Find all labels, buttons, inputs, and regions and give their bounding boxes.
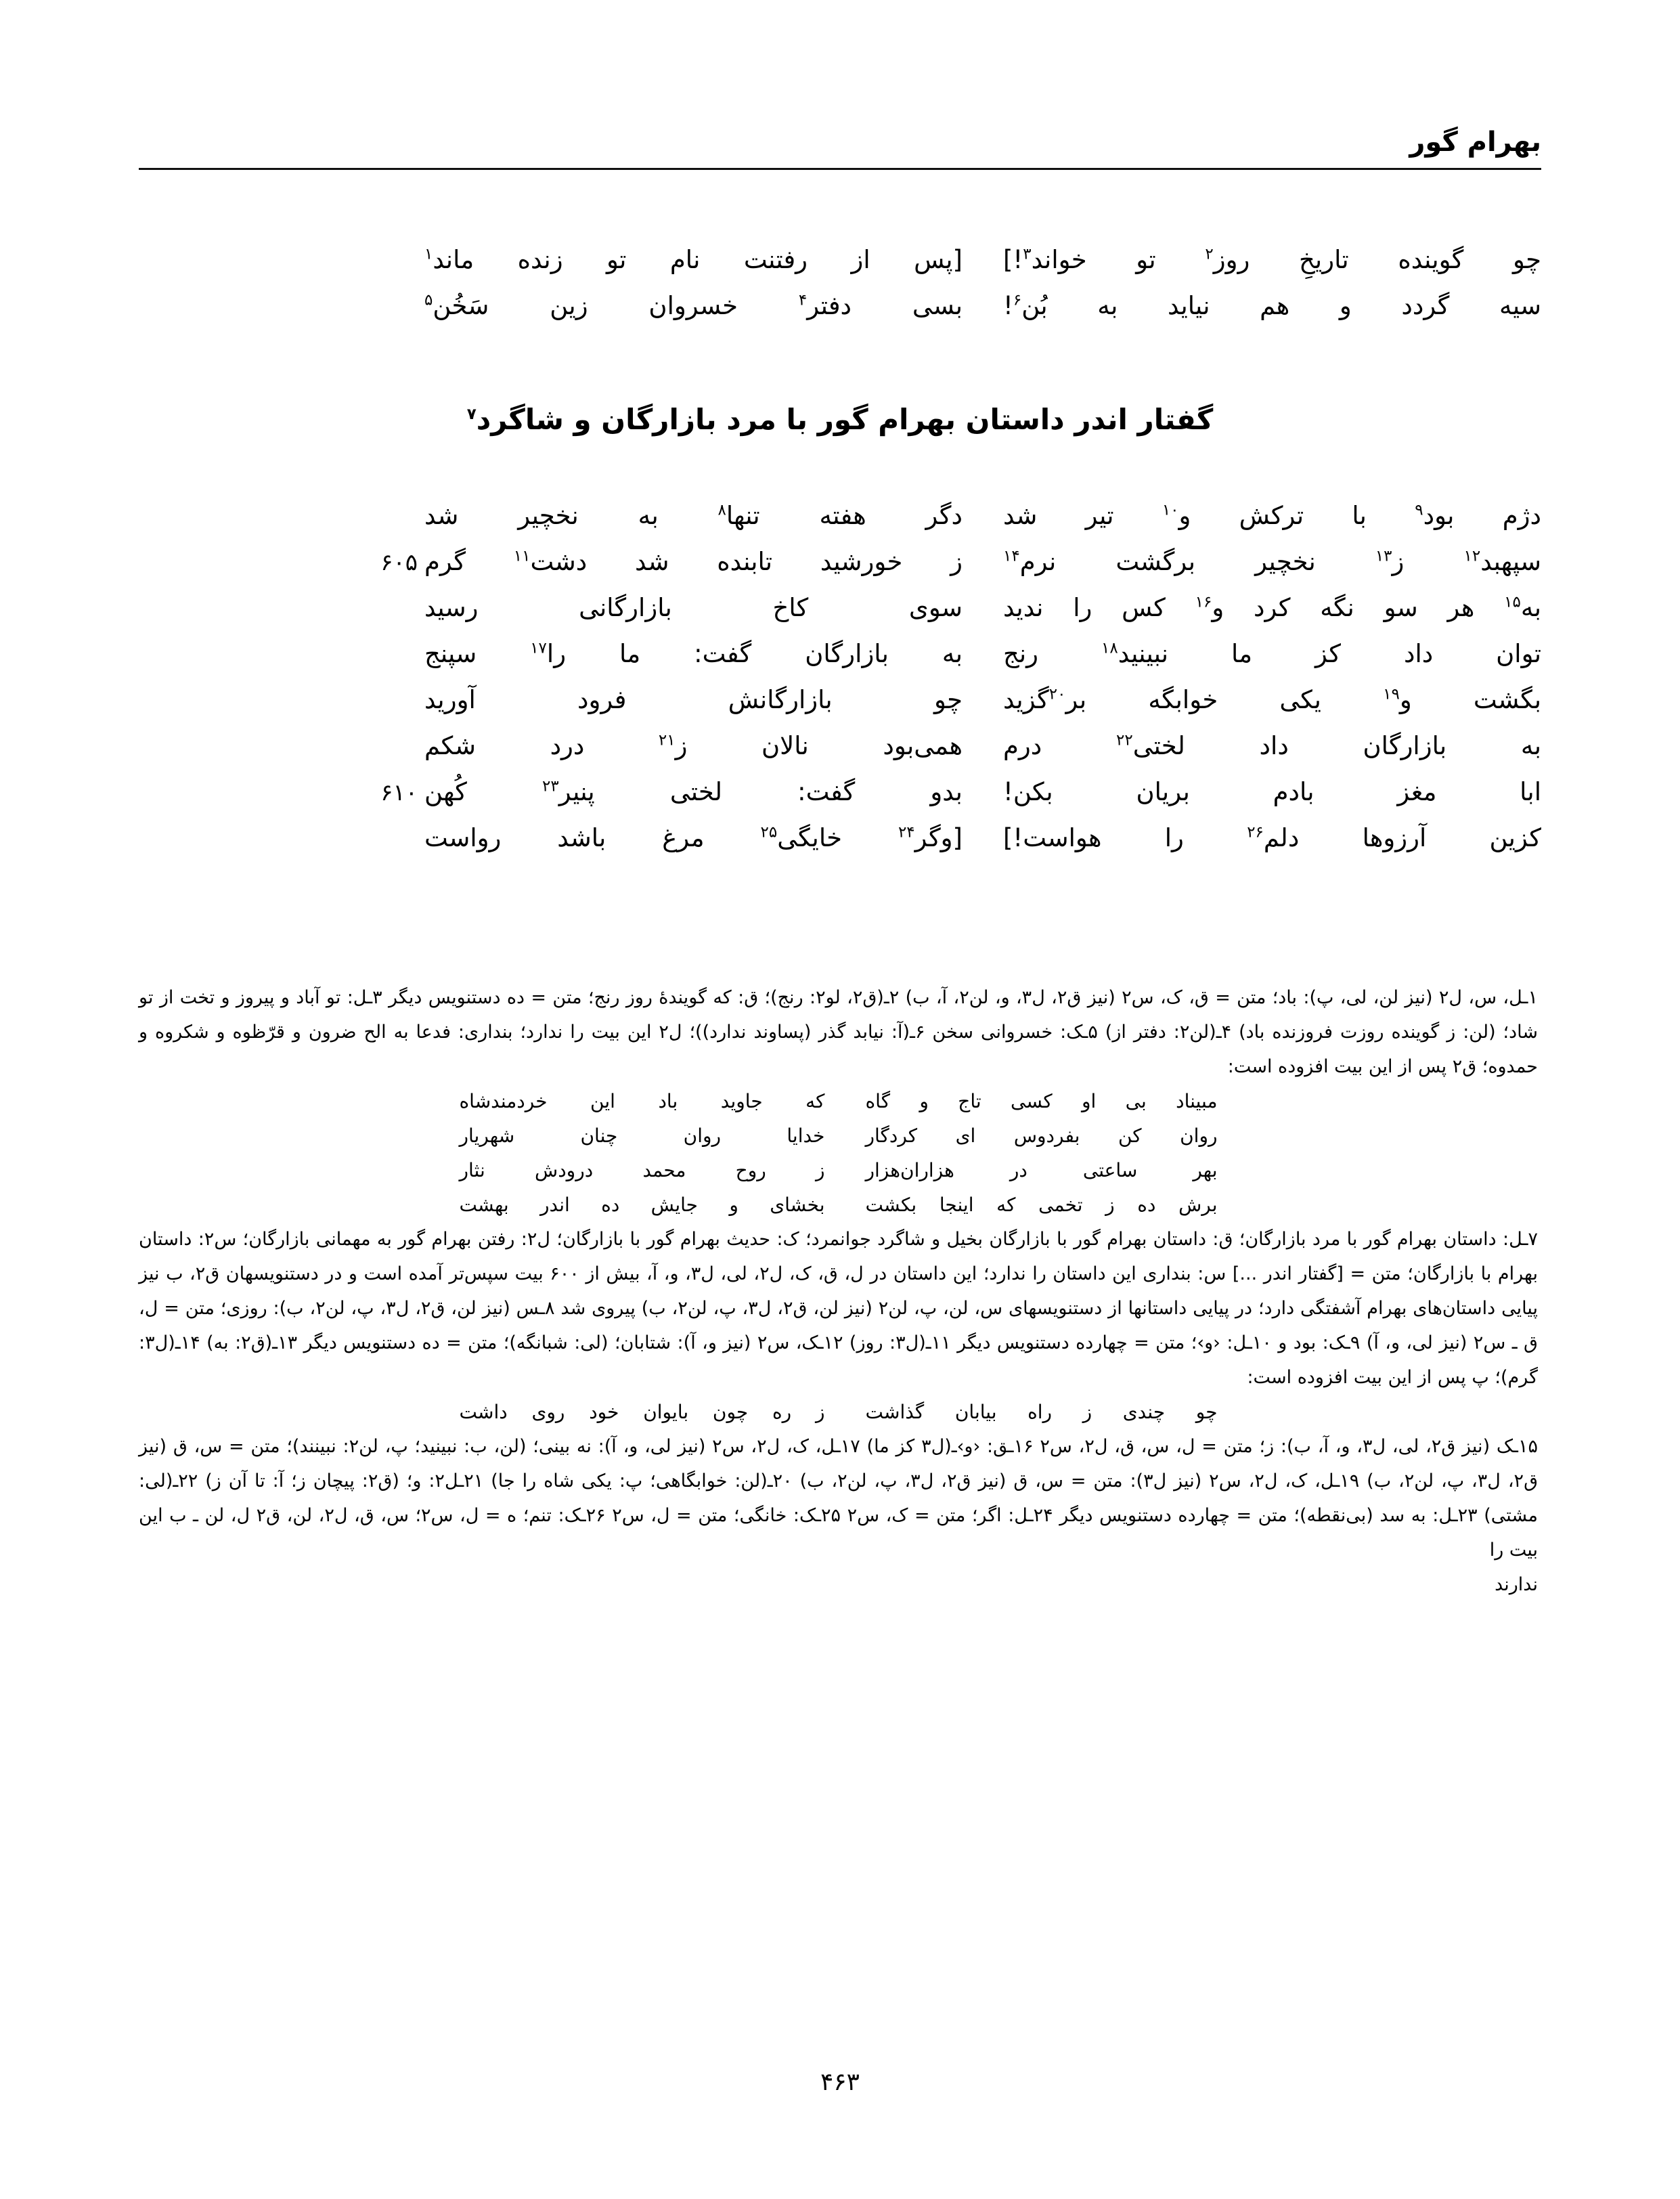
- header-divider: [139, 168, 1541, 170]
- quoted-verse-gap: [825, 1188, 866, 1222]
- hemistich-left: به بازارگان داد لختی$^{۲۲}$ درم: [1003, 731, 1541, 760]
- quoted-verse-line: [139, 1153, 1538, 1188]
- footnote-paragraph-2: ۷ـل: داستان بهرام گور با مرد بازارگان؛ ق: داستان بهرام گور با بازارگان بخیل و شاگرد جوانمرد؛ ک: حدیث بهرام گور با بازارگان؛ ل۲: رفتن بهرام گور به مهمانی بازارگان؛ س۲: داستان بهرام با بازارگان؛ متن = [گفتار اندر ...] س: بنداری این داستان را ندارد؛ این داستان در ل، ق، ک، ل۲، لی، ل۳، و، آ، بیش از ۶۰۰ بیت سپس‌تر آمده است و در دستنویسهان ق۲، ب نیز پیایی داستان‌های بهرام آشفتگی دارد؛ در پیایی داستانها از دستنویسهای س، لن، پ، لن۲ (نیز لن، ق۲، ل۳، پ، لن۲، ب) پیروی شد ۸ـس (نیز لن، ق۲، ل۳، پ، لن۲، ب): روزی؛ متن = ل، ق ـ س۲ (نیز لی، و، آ) ۹ـک: بود و ۱۰ـل: ‹و›؛ متن = چهارده دستنویس دیگر ۱۱ـ(ل۳: روز) ۱۲ـک، س۲ (نیز و، آ): شتابان؛ (لی: شبانگه)؛ متن = ده دستنویس دیگر ۱۳ـ(ق۲: به) ۱۴ـ(ل۳: گرم)؛ پ پس از این بیت افزوده است:: [139, 1229, 1539, 1388]
- hemistich-left: چو گوینده تاریخِ روز$^۲$ تو خواند$^۳$!]: [1003, 245, 1542, 274]
- footnote-paragraph-3: ۱۵ـک (نیز ق۲، لی، ل۳، و، آ، ب): ز؛ متن = ل، س، ق، ل۲، س۲ ۱۶ـق: ‹و›ـ(ل۳ کز ما) ۱۷ـل، ک، ل۲، س۲ (نیز لی، و، آ): نه بینی؛ (لن، ب: نبینید؛ پ، لن۲: نبینند)؛ متن = س، ق (نیز ق۲، ل۳، پ، لن۲، ب) ۱۹ـل، ک، ل۲، س۲ (نیز ل۳): متن = س، ق (نیز ق۲، ل۳، پ، لن۲، ب) ۲۰ـ(لن: خوابگاهی؛ پ: یکی شاه را جا) ۲۱ـل۲: و؛ (ق۲: پیچان ز؛ آ: تا آن ز) ۲۲ـ(لی: مشتی) ۲۳ـل: به سد (بی‌نقطه)؛ متن = چهارده دستنویس دیگر ۲۴ـل: اگر؛ متن = ک، س۲ ۲۵ـک: خانگی؛ متن = ل، س۲ ۲۶ـک: تنم؛ ه = ل، س۲؛ س، ق، ل۲، لن، ق۲ ل، لن ـ ب این بیت را: [139, 1436, 1539, 1561]
- hemistich-right: سوی کاخ بازارگانی رسید: [424, 593, 963, 622]
- quoted-hemistich-left: برش ده ز تخمی که اینجا بکشت: [865, 1194, 1218, 1216]
- quoted-verse-line: [139, 1084, 1538, 1118]
- footnote-apparatus: [139, 980, 1538, 1602]
- hemistich-left: دژم بود$^۹$ با ترکش و$^{۱۰}$ تیر شد: [1003, 501, 1541, 530]
- folio-number: ۴۶۳: [820, 2068, 860, 2096]
- hemistich-left: سیه گردد و هم نیاید به بُن$^۶$!: [1003, 291, 1541, 320]
- verse-line: [139, 723, 1541, 769]
- quoted-verse-group-2: [139, 1395, 1538, 1429]
- section-heading-note-marker: ۷: [466, 406, 477, 423]
- main-verse-block: [139, 493, 1541, 861]
- hemistich-left: به$^{۱۵}$ هر سو نگه کرد و$^{۱۶}$ کس را ندید: [1003, 593, 1542, 622]
- quoted-hemistich-left: بهر ساعتی در هزاران‌هزار: [865, 1159, 1218, 1181]
- verse-number: ۶۱۰: [380, 779, 418, 806]
- hemistich-right: [وگر$^{۲۴}$ خایگی$^{۲۵}$ مرغ باشد رواست: [424, 823, 963, 852]
- verse-line: [139, 631, 1541, 677]
- hemistich-right: [پس از رفتنت نام تو زنده ماند$^۱$: [424, 245, 963, 274]
- running-head: [139, 126, 1541, 179]
- footnote-paragraph-4: ندارند: [1495, 1574, 1538, 1595]
- verse-line: [139, 493, 1541, 539]
- hemistich-right: به بازارگان گفت: ما را$^{۱۷}$ سپنج: [424, 639, 963, 668]
- verse-line: [139, 677, 1541, 723]
- quoted-verse-gap: [825, 1395, 866, 1429]
- hemistich-left: بگشت و$^{۱۹}$ یکی خوابگه بر$^{۲۰}$گزید: [1003, 685, 1541, 714]
- hemistich-left: ابا مغز بادم بریان بکن!: [1003, 777, 1541, 806]
- verse-line: [139, 237, 1541, 283]
- quoted-hemistich-left: روان کن بفردوس ای کردگار: [865, 1125, 1218, 1147]
- hemistich-left: کزین آرزوها دلم$^{۲۶}$ را هواست!]: [1003, 823, 1541, 852]
- hemistich-right: همی‌بود نالان ز$^{۲۱}$ درد شکم: [424, 731, 963, 760]
- section-heading: [139, 403, 1541, 436]
- verse-line: [139, 769, 1541, 815]
- quoted-verse-line: [139, 1395, 1538, 1429]
- verse-line: [139, 585, 1541, 631]
- section-heading-text: گفتار اندر داستان بهرام گور با مرد بازارگان و شاگرد: [476, 403, 1214, 436]
- quoted-hemistich-left: چو چندی ز راه بیابان گذاشت: [865, 1401, 1218, 1423]
- verse-number: ۶۰۵: [380, 549, 418, 576]
- quoted-hemistich-right: ز ره چون بایوان خود روی داشت: [459, 1401, 825, 1423]
- quoted-verse-gap: [825, 1084, 866, 1118]
- hemistich-right: چو بازارگانش فرود آورید: [424, 685, 963, 714]
- quoted-hemistich-right: خدایا روان چنان شهریار: [459, 1125, 825, 1147]
- quoted-hemistich-left: مبیناد بی او کسی تاج و گاه: [865, 1090, 1218, 1112]
- verse-line: [139, 283, 1541, 329]
- quoted-verse-line: [139, 1188, 1538, 1222]
- quoted-verse-line: [139, 1118, 1538, 1153]
- quoted-hemistich-right: ز روح محمد درودش نثار: [459, 1159, 825, 1181]
- hemistich-left: توان داد کز ما نبینید$^{۱۸}$ رنج: [1003, 639, 1541, 668]
- verse-line: [139, 539, 1541, 585]
- hemistich-right: بدو گفت: لختی پنیر$^{۲۳}$ کُهن: [424, 777, 963, 806]
- quoted-hemistich-right: بخشای و جایش ده اندر بهشت: [459, 1194, 825, 1216]
- running-head-title: بهرام گور: [1409, 127, 1541, 158]
- quoted-verse-group-1: [139, 1084, 1538, 1222]
- top-verse-block: [139, 237, 1541, 329]
- hemistich-right: بسی دفتر$^۴$ خسروان زین سَخُن$^۵$: [424, 291, 963, 320]
- quoted-hemistich-right: که جاوید باد این خردمندشاه: [459, 1090, 825, 1112]
- verse-line: [139, 815, 1541, 861]
- quoted-verse-gap: [825, 1118, 866, 1153]
- hemistich-right: دگر هفته تنها$^۸$ به نخچیر شد: [424, 501, 963, 530]
- hemistich-left: سپهبد$^{۱۲}$ ز$^{۱۳}$ نخچیر برگشت نرم$^{۱۴}$: [1003, 547, 1541, 576]
- hemistich-right: ز خورشید تابنده شد دشت$^{۱۱}$ گرم: [424, 547, 963, 576]
- quoted-verse-gap: [825, 1153, 866, 1188]
- footnote-paragraph-1: ۱ـل، س، ل۲ (نیز لن، لی، پ): باد؛ متن = ق، ک، س۲ (نیز ق۲، ل۳، و، لن۲، آ، ب) ۲ـ(ق۲، لو۲: رنج)؛ ق: که گویندهٔ روز رنج؛ متن = ده دستنویس دیگر ۳ـل: تو آباد و پیروز و تخت از تو شاد؛ (لن: ز گوینده روزت فروزنده باد) ۴ـ(لن۲: دفتر از) ۵ـک: خسروانی سخن ۶ـ(آ: نیابد گذر (پساوند ندارد))؛ ل۲ این بیت را ندارد؛ بنداری: فدعا به الح ضرون و قرّظوه و شکروه و حمدوه؛ ق۲ پس از این بیت افزوده است:: [139, 987, 1539, 1077]
